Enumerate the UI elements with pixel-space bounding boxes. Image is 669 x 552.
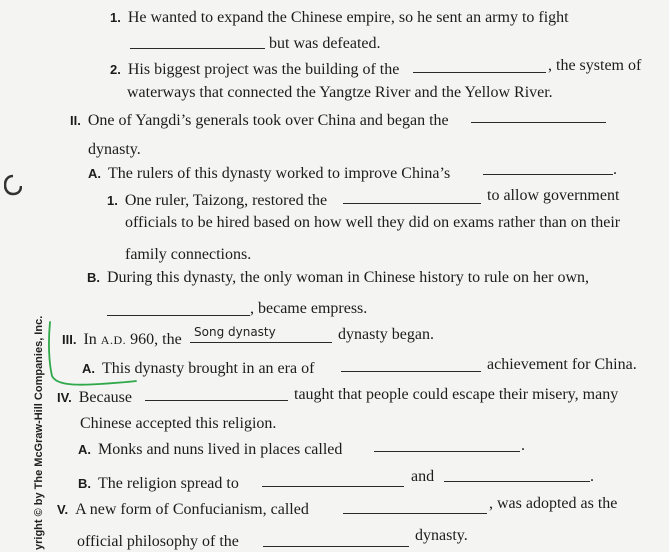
- section-v-continuation-tail: dynasty.: [415, 527, 468, 544]
- answer-blank[interactable]: [444, 481, 590, 482]
- answer-blank[interactable]: [483, 174, 613, 175]
- section-ii-a: A. The rulers of this dynasty worked to improve China’s: [88, 165, 451, 182]
- section-ii-continuation: dynasty.: [88, 141, 141, 158]
- section-iii-a-tail: achievement for China.: [487, 356, 637, 373]
- section-ii-a-1-continuation: officials to be hired based on how well they did on exams rather than on their: [125, 214, 621, 231]
- section-v-tail: , was adopted as the: [489, 495, 618, 512]
- section-iii-a: A. This dynasty brought in an era of: [82, 360, 315, 377]
- answer-blank[interactable]: [343, 513, 487, 514]
- item-2-biggest-project: 2. His biggest project was the building of the: [110, 61, 400, 78]
- section-iv-b-tail: .: [590, 468, 594, 485]
- answer-blank[interactable]: [263, 546, 409, 547]
- green-bracket-annotation: [40, 318, 140, 390]
- item-1-continuation: but was defeated.: [269, 35, 381, 52]
- section-iv-b: B. The religion spread to: [78, 475, 239, 492]
- binder-hole-icon: [4, 174, 22, 196]
- section-iv-a: A. Monks and nuns lived in places called: [78, 441, 343, 458]
- item-2-tail: , the system of: [548, 57, 642, 74]
- answer-blank[interactable]: [262, 486, 404, 487]
- section-iii: III. In A.D. 960, the: [62, 331, 182, 348]
- answer-blank[interactable]: [190, 342, 332, 343]
- section-iv-a-tail: .: [521, 437, 525, 454]
- section-ii-a-1-tail: to allow government: [487, 187, 620, 204]
- section-iii-tail: dynasty began.: [338, 326, 434, 343]
- item-2-continuation: waterways that connected the Yangtze River and the Yellow River.: [127, 84, 553, 101]
- section-ii-b-continuation: , became empress.: [250, 300, 368, 317]
- section-iv-tail: taught that people could escape their misery, many: [294, 386, 619, 403]
- copyright-notice: yright © by The McGraw-Hill Companies, Inc.: [33, 315, 45, 550]
- section-v-continuation: official philosophy of the: [77, 533, 239, 550]
- section-ii-a-1: 1. One ruler, Taizong, restored the: [107, 192, 328, 209]
- section-iv-b-and: and: [411, 468, 435, 485]
- answer-blank[interactable]: [471, 122, 606, 123]
- answer-blank[interactable]: [413, 72, 546, 73]
- section-ii-b: B. During this dynasty, the only woman in Chinese history to rule on her own,: [87, 269, 590, 286]
- handwritten-answer: Song dynasty: [194, 325, 276, 339]
- answer-blank[interactable]: [374, 451, 520, 452]
- answer-blank[interactable]: [341, 371, 481, 372]
- section-v: V. A new form of Confucianism, called: [57, 501, 309, 518]
- section-ii-a-1-continuation-2: family connections.: [125, 246, 252, 263]
- section-iv-continuation: Chinese accepted this religion.: [80, 415, 277, 432]
- section-iv: IV. Because: [57, 389, 133, 406]
- answer-blank[interactable]: [107, 315, 250, 316]
- item-1-expand-empire: 1. He wanted to expand the Chinese empire, so he sent an army to fight: [110, 9, 569, 26]
- answer-blank[interactable]: [343, 203, 481, 204]
- section-ii: II. One of Yangdi’s generals took over China and began the: [70, 112, 449, 129]
- section-ii-a-tail: .: [613, 161, 617, 178]
- answer-blank[interactable]: [145, 400, 288, 401]
- answer-blank[interactable]: [130, 48, 265, 49]
